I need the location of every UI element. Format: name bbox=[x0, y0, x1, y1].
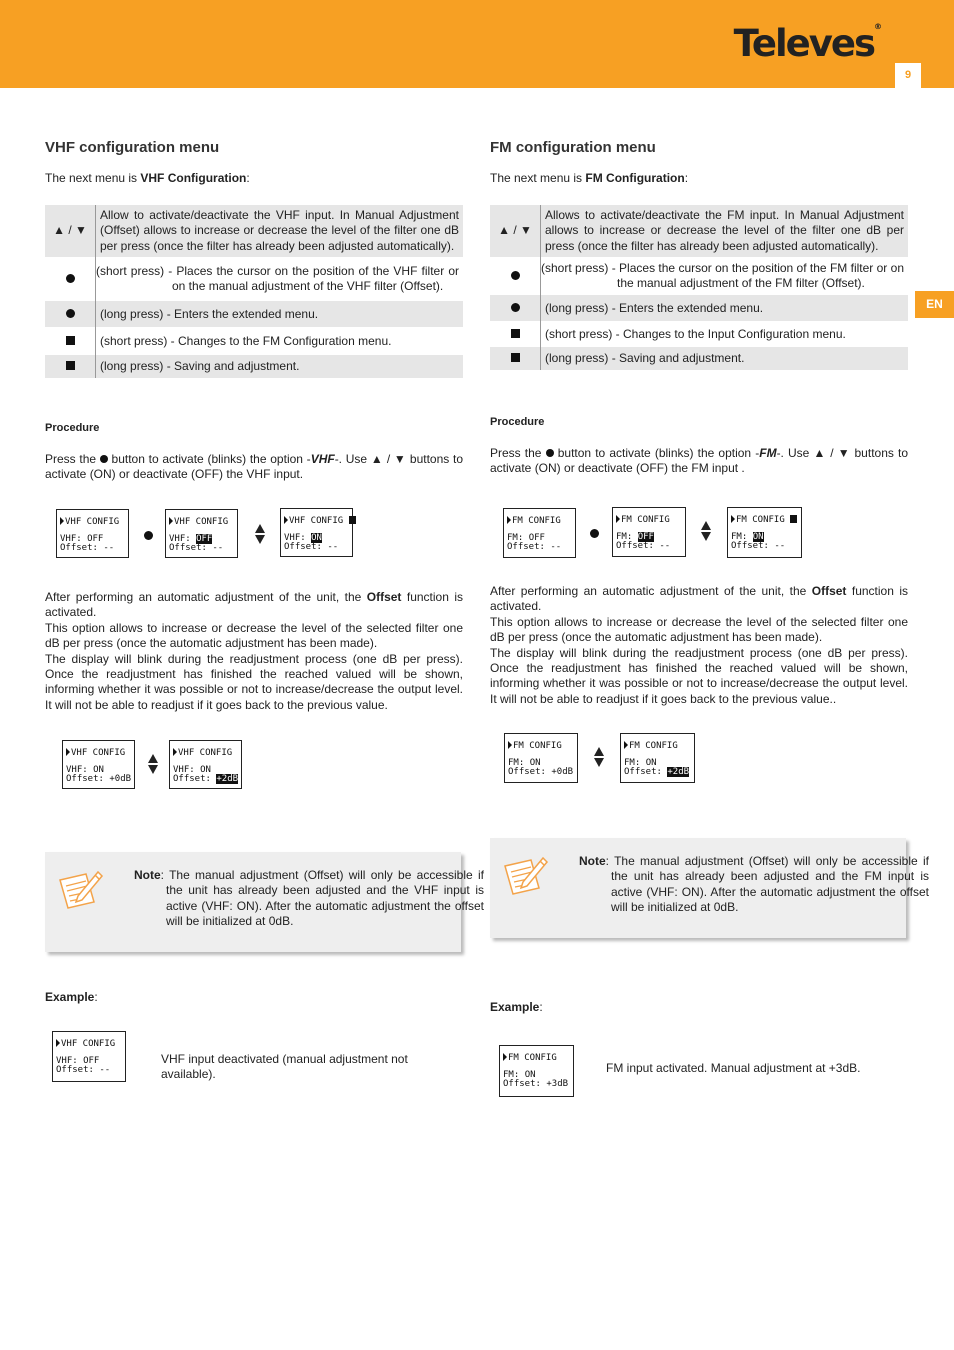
round-button-icon bbox=[511, 303, 520, 312]
square-button-icon bbox=[66, 361, 75, 370]
lcd-display: VHF CONFIG VHF: OFF Offset: -- bbox=[56, 509, 129, 558]
round-button-icon bbox=[511, 271, 520, 280]
offset-description: After performing an automatic adjustment of the unit, the Offset function is activated. This option allows to increase or decrease the level of the selected filter one dB per press (once the automatic adjustment has been made). The display will blink during the readjustment process (one dB per press). Once the readjustment has finished the reached valued will be shown, informing whether it was possible or not to increase/decrease the output level. It will not be able to readjust if it goes back to the previous value.. bbox=[490, 584, 908, 706]
example-label: Example: bbox=[490, 1000, 543, 1014]
example-label: Example: bbox=[45, 990, 98, 1004]
section-title: FM configuration menu bbox=[490, 139, 656, 156]
intro-text: The next menu is FM Configuration: bbox=[490, 171, 689, 185]
page-number: 9 bbox=[895, 63, 921, 88]
table-row: (short press) - Places the cursor on the position of the VHF filter or on the manual adjustment of the VHF filter (Offset). bbox=[45, 257, 463, 301]
button-table bbox=[45, 205, 463, 378]
button-table bbox=[490, 205, 908, 370]
section-title: VHF configuration menu bbox=[45, 139, 220, 156]
lcd-display: FM CONFIG FM: ON Offset: +3dB bbox=[499, 1045, 574, 1097]
table-row: (short press) - Places the cursor on the position of the FM filter or on the manual adjustment of the FM filter (Offset). bbox=[490, 257, 908, 295]
note-box: Note: The manual adjustment (Offset) will only be accessible if the unit has already been adjusted and the VHF input is active (VHF: ON). After the automatic adjustment the offset will be initialized at 0dB. bbox=[45, 852, 461, 952]
offset-description: After performing an automatic adjustment of the unit, the Offset function is activated. This option allows to increase or decrease the level of the selected filter one dB per press (once the automatic adjustment has been made). The display will blink during the readjustment process (one dB per press). Once the readjustment has finished the reached valued will be shown, informing whether it was possible or not to increase/decrease the output level. It will not be able to readjust if it goes back to the previous value. bbox=[45, 590, 463, 712]
example-text: FM input activated. Manual adjustment at +3dB. bbox=[606, 1061, 861, 1075]
header-bar bbox=[0, 0, 954, 88]
lcd-display: FM CONFIG FM: OFF Offset: -- bbox=[503, 508, 576, 558]
procedure-label: Procedure bbox=[490, 416, 545, 428]
lcd-display: FM CONFIG FM: OFF Offset: -- bbox=[612, 507, 686, 557]
language-tab: EN bbox=[915, 291, 954, 318]
procedure-text: Press the button to activate (blinks) the option -FM-. Use ▲ / ▼ buttons to activate (ON) or deactivate (OFF) the FM input . bbox=[490, 446, 909, 476]
lcd-display: FM CONFIG FM: ON Offset: +2dB bbox=[620, 733, 695, 783]
up-down-arrows-icon: ▲ / ▼ bbox=[490, 205, 541, 257]
lcd-display: VHF CONFIG VHF: ON Offset: +2dB bbox=[169, 740, 242, 789]
procedure-label: Procedure bbox=[45, 422, 100, 434]
up-down-arrows-icon bbox=[700, 521, 712, 541]
round-button-icon bbox=[66, 309, 75, 318]
up-down-arrows-icon bbox=[147, 754, 159, 774]
up-down-arrows-icon bbox=[593, 747, 605, 767]
table-row: (short press) - Changes to the Input Configuration menu. bbox=[490, 321, 908, 347]
table-row: (long press) - Saving and adjustment. bbox=[490, 347, 908, 370]
table-row: (short press) - Changes to the FM Configuration menu. bbox=[45, 327, 463, 355]
note-box: Note: The manual adjustment (Offset) will only be accessible if the unit has already been adjusted and the FM input is active (VHF: ON). After the automatic adjustment the offset will be initialized at 0dB. bbox=[490, 838, 906, 938]
lcd-display: VHF CONFIG VHF: ON Offset: -- bbox=[280, 508, 353, 557]
table-row: (long press) - Saving and adjustment. bbox=[45, 355, 463, 378]
lcd-display: VHF CONFIG VHF: OFF Offset: -- bbox=[165, 509, 238, 558]
procedure-text: Press the button to activate (blinks) the option -VHF-. Use ▲ / ▼ buttons to activate (ON) or deactivate (OFF) the VHF input. bbox=[45, 452, 463, 482]
televes-logo: Televes® bbox=[733, 22, 882, 65]
table-row: ▲ / ▼ Allow to activate/deactivate the VHF input. In Manual Adjustment (Offset) allows to increase or decrease the level of the filter one dB per press (once the filter has already been adjusted automatically). bbox=[45, 205, 463, 257]
round-button-icon bbox=[100, 455, 108, 463]
square-button-icon bbox=[66, 336, 75, 345]
round-button-icon bbox=[546, 449, 554, 457]
table-row: (long press) - Enters the extended menu. bbox=[45, 301, 463, 327]
round-button-icon bbox=[66, 274, 75, 283]
up-down-arrows-icon bbox=[254, 524, 266, 544]
note-pencil-icon bbox=[501, 852, 551, 898]
lcd-display: FM CONFIG FM: ON Offset: -- bbox=[727, 507, 802, 558]
square-button-icon bbox=[511, 353, 520, 362]
note-pencil-icon bbox=[56, 866, 106, 912]
table-row: (long press) - Enters the extended menu. bbox=[490, 295, 908, 321]
table-row: ▲ / ▼ Allows to activate/deactivate the FM input. In Manual Adjustment allows to increase or decrease the level of the filter one dB per press (once the filter has already been adjusted automatically). bbox=[490, 205, 908, 257]
lcd-display: VHF CONFIG VHF: ON Offset: +0dB bbox=[62, 740, 135, 789]
up-down-arrows-icon: ▲ / ▼ bbox=[45, 205, 96, 257]
example-text: VHF input deactivated (manual adjustment not available). bbox=[161, 1052, 408, 1082]
lcd-display: VHF CONFIG VHF: OFF Offset: -- bbox=[52, 1031, 126, 1082]
square-button-icon bbox=[511, 329, 520, 338]
round-button-icon bbox=[590, 529, 599, 538]
lcd-display: FM CONFIG FM: ON Offset: +0dB bbox=[504, 733, 578, 783]
round-button-icon bbox=[144, 531, 153, 540]
intro-text: The next menu is VHF Configuration: bbox=[45, 171, 250, 185]
